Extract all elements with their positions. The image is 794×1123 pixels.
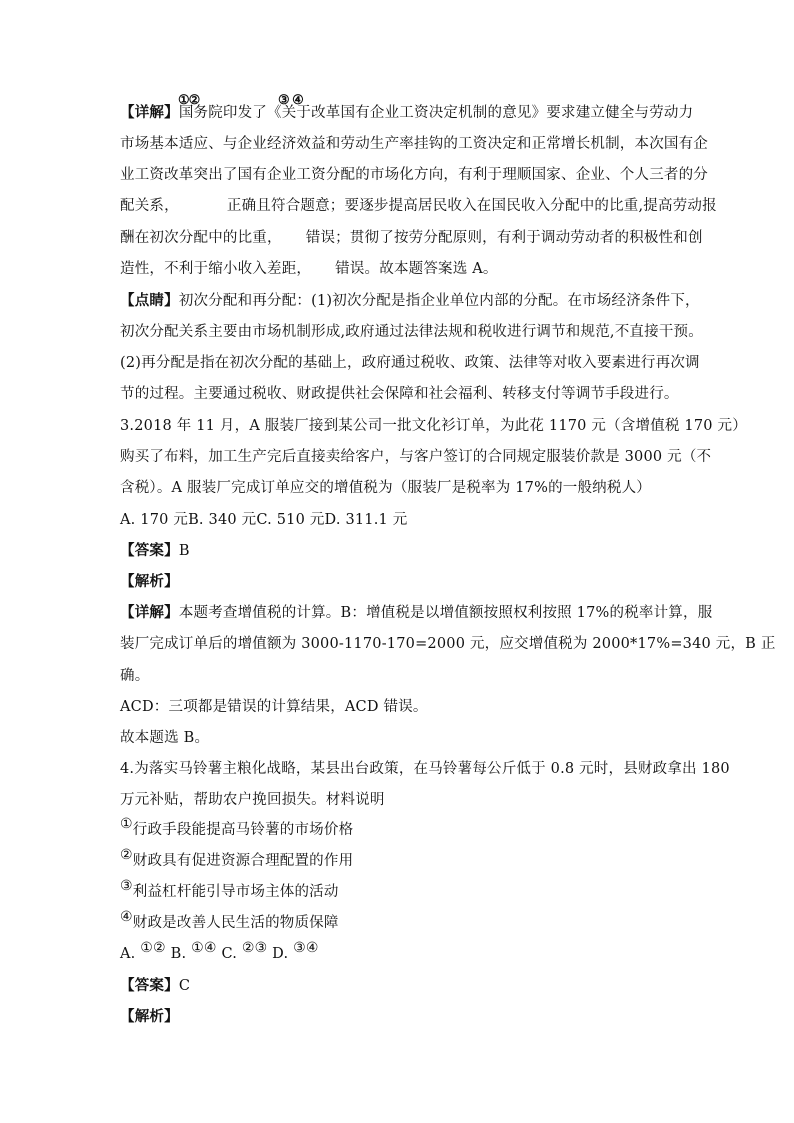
q3-options: A. 170 元B. 340 元C. 510 元D. 311.1 元 <box>120 512 408 528</box>
answer-tag: 【答案】 <box>120 542 179 559</box>
option-b-label: B. <box>170 946 187 962</box>
circled-two-mark: ② <box>120 847 133 863</box>
detail-text: 本题考查增值税的计算。B：增值税是以增值额按照权利按照 17%的税率计算，服 <box>178 605 713 621</box>
detail-tag: 【详解】 <box>120 104 179 121</box>
circled-three-mark: ③ <box>120 878 133 894</box>
q4-item-text: 行政手段能提高马铃薯的市场价格 <box>132 822 354 838</box>
q4-item-2 <box>120 847 680 871</box>
q4-answer <box>120 976 680 996</box>
tip-tag: 【点睛】 <box>120 292 179 309</box>
detail-line-6: 造性，不利于缩小收入差距， 错误。故本题答案选 A。 <box>120 261 498 277</box>
q3-detail-line-2: 装厂完成订单后的增值额为 3000-1170-170=2000 元，应交增值税为 2000*17%=340 元，B 正 <box>120 636 776 652</box>
q3-analysis-tag: 【解析】 <box>120 573 179 590</box>
option-a-label: A. <box>120 946 136 962</box>
answer-value: B <box>178 543 190 559</box>
q4-item-text: 财政是改善人民生活的物质保障 <box>132 915 339 931</box>
q3-answer <box>120 541 680 561</box>
detail-line-3: 业工资改革突出了国有企业工资分配的市场化方向，有利于理顺国家、企业、个人三者的分 <box>120 167 708 183</box>
tip-line-1 <box>120 291 700 311</box>
q3-detail-line-4: ACD：三项都是错误的计算结果，ACD 错误。 <box>120 699 428 715</box>
option-a-marks: ①② <box>140 940 166 956</box>
tip-line-2: 初次分配关系主要由市场机制形成,政府通过法律法规和税收进行调节和规范,不直接干预。 <box>120 324 703 340</box>
tip-text: 初次分配和再分配：(1)初次分配是指企业单位内部的分配。在市场经济条件下， <box>178 293 700 309</box>
detail-line-4: 配关系， 正确且符合题意；要逐步提高居民收入在国民收入分配中的比重,提高劳动报 <box>120 198 717 214</box>
q3-detail-line-1 <box>120 603 713 623</box>
option-c-label: C. <box>221 946 238 962</box>
q4-item-text: 财政具有促进资源合理配置的作用 <box>132 853 354 869</box>
circled-four-mark: ④ <box>120 909 133 925</box>
q4-item-4 <box>120 909 680 933</box>
q3-detail-line-5: 故本题选 B。 <box>120 730 210 746</box>
circled-marks-overlay-b: ③ ④ <box>278 93 303 108</box>
q4-options <box>120 940 680 964</box>
answer-value: C <box>178 978 191 994</box>
q3-line-1: 3.2018 年 11 月，A 服装厂接到某公司一批文化衫订单，为此花 1170 元（含增值税 170 元） <box>120 418 747 434</box>
q4-item-1 <box>120 816 680 840</box>
detail-tag: 【详解】 <box>120 604 179 621</box>
circled-one-mark: ① <box>120 816 133 832</box>
option-d-marks: ③④ <box>293 940 319 956</box>
tip-line-3: (2)再分配是指在初次分配的基础上，政府通过税收、政策、法律等对收入要素进行再次调 <box>120 355 700 371</box>
circled-marks-overlay-a: ①② <box>178 93 200 108</box>
detail-line-1 <box>120 103 694 123</box>
q4-line-2: 万元补贴，帮助农户挽回损失。材料说明 <box>120 792 385 808</box>
q3-line-2: 购买了布料，加工生产完后直接卖给客户，与客户签订的合同规定服装价款是 3000 元（不 <box>120 449 712 465</box>
q3-line-3: 含税）。A 服装厂完成订单应交的增值税为（服装厂是税率为 17%的一般纳税人） <box>120 480 651 496</box>
detail-text: 国务院印发了《关于改革国有企业工资决定机制的意见》要求建立健全与劳动力 <box>178 105 694 121</box>
q3-detail-line-3: 确。 <box>120 668 150 684</box>
tip-line-4: 节的过程。主要通过税收、财政提供社会保障和社会福利、转移支付等调节手段进行。 <box>120 386 679 402</box>
answer-tag: 【答案】 <box>120 977 179 994</box>
q4-item-3 <box>120 878 680 902</box>
option-b-marks: ①④ <box>191 940 217 956</box>
q4-line-1: 4.为落实马铃薯主粮化战略，某县出台政策，在马铃薯每公斤低于 0.8 元时，县财政拿出 180 <box>120 761 730 777</box>
option-d-label: D. <box>272 946 289 962</box>
option-c-marks: ②③ <box>241 940 268 956</box>
q4-analysis-tag: 【解析】 <box>120 1008 179 1025</box>
q4-item-text: 利益杠杆能引导市场主体的活动 <box>132 884 339 900</box>
detail-line-2: 市场基本适应、与企业经济效益和劳动生产率挂钩的工资决定和正常增长机制，本次国有企 <box>120 136 708 152</box>
detail-line-5: 酬在初次分配中的比重， 错误；贯彻了按劳分配原则，有利于调动劳动者的积极性和创 <box>120 230 703 246</box>
